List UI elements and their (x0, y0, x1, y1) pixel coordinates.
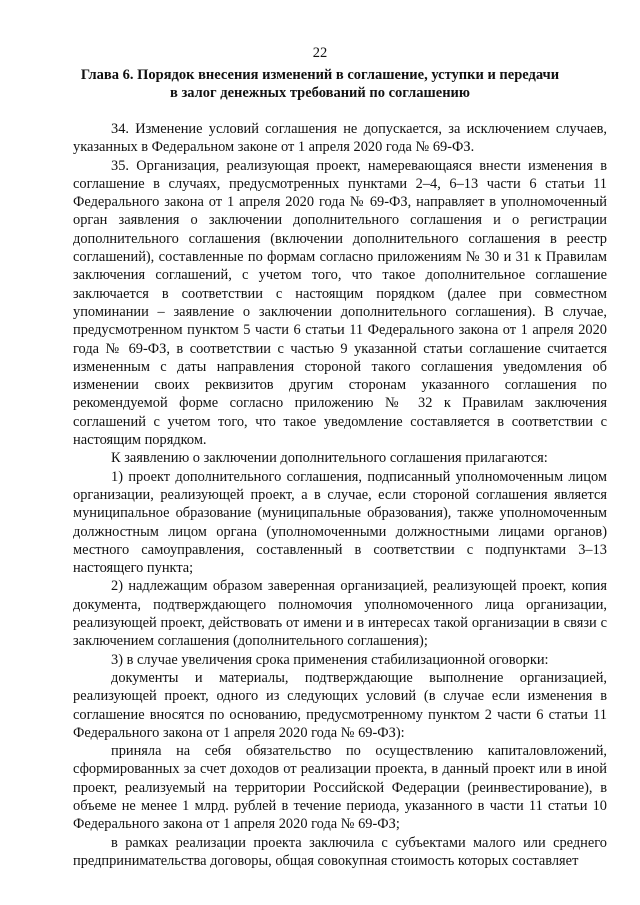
list-item-1: 1) проект дополнительного соглашения, подписанный уполномоченным лицом организации, реализующей проект, а в случае, если стороной соглашения является муниципальное образование (муниципальные образования), также уполномоченным должностным лицом органа (уполномоченными должностными лицами органов) местного самоуправления, составленный в соответствии с подпунктами 3–13 настоящего пункта; (73, 468, 607, 577)
paragraph-35: 35. Организация, реализующая проект, намеревающаяся внести изменения в соглашение в случаях, предусмотренных пунктами 2–4, 6–13 части 6 статьи 11 Федерального закона от 1 апреля 2020 года № 69-ФЗ, направляет в уполномоченный орган заявления о заключении дополнительного соглашения и о регистрации дополнительного соглашения (включении дополнительного соглашения в реестр соглашений), составленные по формам согласно приложениям № 30 и 31 к Правилам заключения соглашений, с учетом того, что такое дополнительное соглашение заключается в соответствии с настоящим порядком (далее при совместном упоминании – заявление о заключении дополнительного соглашения). В случае, предусмотренном пунктом 5 части 6 статьи 11 Федерального закона от 1 апреля 2020 года № 69-ФЗ, в соответствии с частью 9 указанной статьи соглашение считается измененным с даты направления стороной такого соглашения уведомления об изменении своих реквизитов другим сторонам указанного соглашения по рекомендуемой форме согласно приложению № 32 к Правилам заключения соглашений с учетом того, что такое уведомление составляется в соответствии с настоящим порядком. (73, 157, 607, 449)
chapter-title-line-1: Глава 6. Порядок внесения изменений в соглашение, уступки и передачи (80, 67, 560, 83)
list-item-3: 3) в случае увеличения срока применения стабилизационной оговорки: (111, 651, 549, 668)
list-item-2: 2) надлежащим образом заверенная организацией, реализующей проект, копия документа, подтверждающего полномочия уполномоченного лица организации, реализующей проект, действовать от имени и в интересах такой организации в связи с заключением соглашения (дополнительного соглашения); (73, 578, 607, 650)
condition-reinvestment: приняла на себя обязательство по осуществлению капиталовложений, сформированных за счет доходов от реализации проекта, в данный проект или в иной проект, реализуемый на территории Российской Федерации (реинвестирование), в объеме не менее 1 млрд. рублей в течение периода, указанного в части 11 статьи 10 Федерального закона от 1 апреля 2020 года № 69-ФЗ; (73, 743, 607, 833)
paragraph-34: 34. Изменение условий соглашения не допускается, за исключением случаев, указанных в Федеральном законе от 1 апреля 2020 года № 69-ФЗ. (73, 121, 607, 156)
chapter-title (70, 66, 570, 102)
list-item-3-documents: документы и материалы, подтверждающие выполнение организацией, реализующей проект, одного из следующих условий (в случае если изменения в соглашение вносятся по основанию, предусмотренному пунктом 2 части 6 статьи 11 Федерального закона от 1 апреля 2020 года № 69-ФЗ): (73, 669, 607, 741)
attachments-intro: К заявлению о заключении дополнительного соглашения прилагаются: (111, 450, 548, 467)
chapter-title-line-2: в залог денежных требований по соглашению (169, 85, 470, 101)
condition-small-business: в рамках реализации проекта заключила с субъектами малого или среднего предпринимательства договоры, общая совокупная стоимость которых составляет (73, 834, 607, 869)
page-number: 22 (312, 45, 328, 61)
body-text (73, 120, 607, 870)
